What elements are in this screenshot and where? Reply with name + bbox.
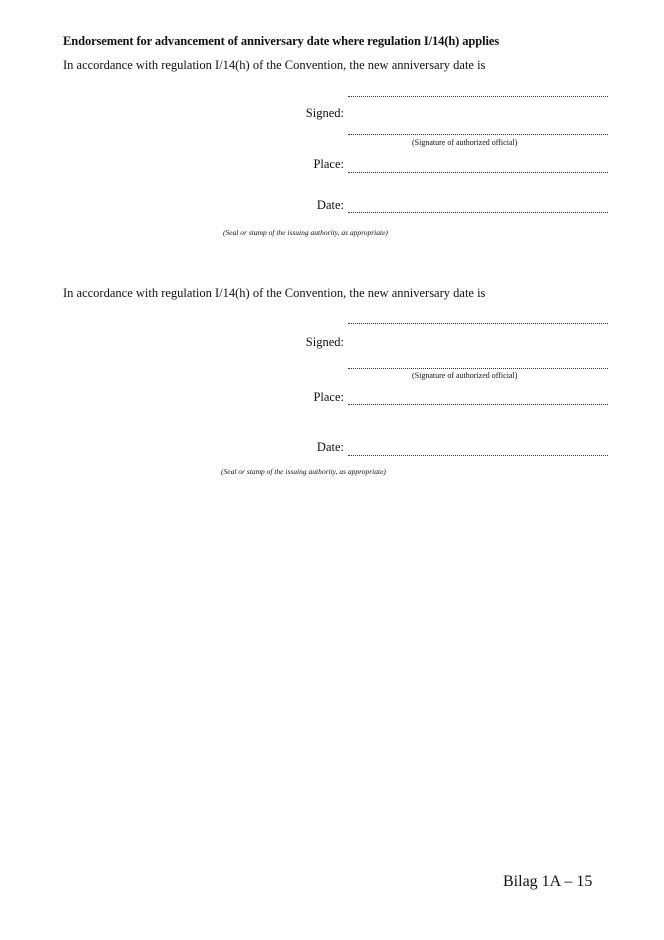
- signed-label: Signed:: [305, 106, 344, 120]
- signature-field[interactable]: [348, 368, 608, 369]
- anniversary-statement: In accordance with regulation I/14(h) of the Convention, the new anniversary date is: [63, 58, 486, 72]
- date-field[interactable]: [348, 212, 608, 213]
- date-field[interactable]: [348, 455, 608, 456]
- date-label: Date:: [316, 198, 344, 212]
- page-number: Bilag 1A – 15: [503, 873, 593, 890]
- signed-label: Signed:: [305, 335, 344, 349]
- anniversary-date-field[interactable]: [348, 96, 608, 97]
- date-label: Date:: [316, 440, 344, 454]
- signature-field[interactable]: [348, 134, 608, 135]
- signature-caption: (Signature of authorized official): [412, 371, 518, 380]
- anniversary-statement: In accordance with regulation I/14(h) of the Convention, the new anniversary date is: [63, 286, 486, 300]
- place-label: Place:: [313, 390, 344, 404]
- anniversary-date-field[interactable]: [348, 323, 608, 324]
- seal-caption: (Seal or stamp of the issuing authority, as appropriate): [221, 467, 386, 476]
- endorsement-heading: Endorsement for advancement of anniversary date where regulation I/14(h) applies: [63, 34, 500, 48]
- place-field[interactable]: [348, 172, 608, 173]
- place-label: Place:: [313, 157, 344, 171]
- place-field[interactable]: [348, 404, 608, 405]
- signature-caption: (Signature of authorized official): [412, 138, 518, 147]
- seal-caption: (Seal or stamp of the issuing authority, as appropriate): [223, 228, 388, 237]
